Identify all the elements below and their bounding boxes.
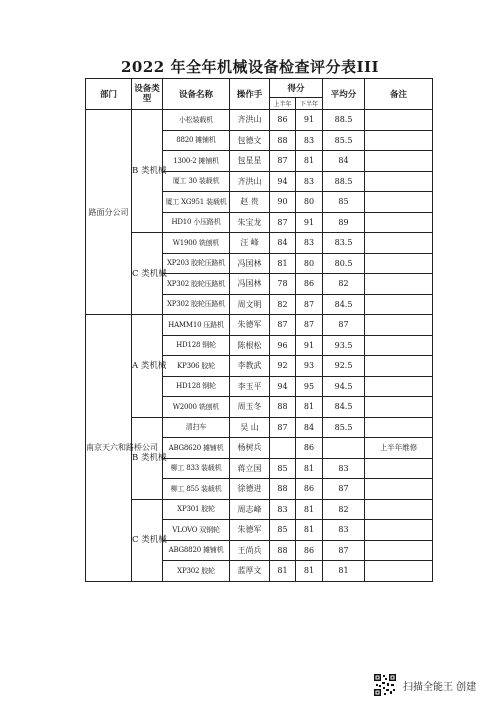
operator-cell: 包德文 bbox=[230, 130, 270, 151]
average-score-cell: 87 bbox=[323, 315, 365, 336]
note-cell bbox=[365, 376, 433, 397]
scanner-watermark bbox=[373, 673, 493, 697]
equipment-name-cell: XP302 胶轮压路机 bbox=[163, 294, 230, 315]
equipment-name-cell: HD128 钢轮 bbox=[163, 376, 230, 397]
first-half-score-cell: 94 bbox=[270, 171, 296, 192]
first-half-score-cell: 83 bbox=[270, 499, 296, 520]
operator-cell: 周文明 bbox=[230, 294, 270, 315]
note-cell bbox=[365, 417, 433, 438]
note-cell bbox=[365, 212, 433, 233]
page-title: 2022 年全年机械设备检查评分表III bbox=[120, 58, 380, 76]
first-half-score-cell: 85 bbox=[270, 458, 296, 479]
class-cell: B 类机械 bbox=[132, 110, 163, 233]
equipment-name-cell: 厦工 XG951 装载机 bbox=[163, 192, 230, 213]
department-cell: 南京天六和路桥公司 bbox=[86, 315, 132, 582]
class-cell: A 类机械 bbox=[132, 315, 163, 418]
second-half-score-cell: 86 bbox=[296, 274, 323, 295]
second-half-score-cell: 80 bbox=[296, 253, 323, 274]
average-score-cell: 93.5 bbox=[323, 335, 365, 356]
equipment-name-cell: W1900 铣刨机 bbox=[163, 233, 230, 254]
average-score-cell: 87 bbox=[323, 479, 365, 500]
second-half-score-cell: 84 bbox=[296, 417, 323, 438]
first-half-score-cell: 81 bbox=[270, 253, 296, 274]
equipment-name-cell: HD128 钢轮 bbox=[163, 335, 230, 356]
first-half-score-cell: 92 bbox=[270, 356, 296, 377]
equipment-name-cell: HAMM10 压路机 bbox=[163, 315, 230, 336]
note-cell bbox=[365, 335, 433, 356]
second-half-score-cell: 81 bbox=[296, 151, 323, 172]
header-first-half: 上半年 bbox=[270, 98, 296, 110]
equipment-name-cell: XP203 胶轮压路机 bbox=[163, 253, 230, 274]
equipment-name-cell: 柳工 855 装载机 bbox=[163, 479, 230, 500]
average-score-cell: 88.5 bbox=[323, 110, 365, 131]
first-half-score-cell: 88 bbox=[270, 130, 296, 151]
average-score-cell: 82 bbox=[323, 274, 365, 295]
first-half-score-cell: 87 bbox=[270, 151, 296, 172]
first-half-score-cell: 94 bbox=[270, 376, 296, 397]
average-score-cell: 92.5 bbox=[323, 356, 365, 377]
class-cell: B 类机械 bbox=[132, 417, 163, 499]
header-second-half: 下半年 bbox=[296, 98, 323, 110]
header-score: 得分 bbox=[270, 79, 323, 98]
equipment-name-cell: ABG8820 摊铺机 bbox=[163, 540, 230, 561]
equipment-name-cell: ABG8620 摊铺机 bbox=[163, 438, 230, 459]
note-cell bbox=[365, 520, 433, 541]
operator-cell: 李玉平 bbox=[230, 376, 270, 397]
equipment-name-cell: HD10 小压路机 bbox=[163, 212, 230, 233]
qr-code-icon bbox=[373, 673, 397, 697]
equipment-name-cell: 柳工 833 装载机 bbox=[163, 458, 230, 479]
operator-cell: 赵 贵 bbox=[230, 192, 270, 213]
first-half-score-cell: 87 bbox=[270, 212, 296, 233]
equipment-name-cell: 小松装载机 bbox=[163, 110, 230, 131]
average-score-cell: 83.5 bbox=[323, 233, 365, 254]
class-cell: C 类机械 bbox=[132, 233, 163, 315]
operator-cell: 蓝厚文 bbox=[230, 561, 270, 582]
operator-cell: 周玉冬 bbox=[230, 397, 270, 418]
note-cell bbox=[365, 499, 433, 520]
first-half-score-cell: 84 bbox=[270, 233, 296, 254]
average-score-cell: 94.5 bbox=[323, 376, 365, 397]
table-row bbox=[86, 233, 433, 254]
department-cell: 路面分公司 bbox=[86, 110, 132, 315]
first-half-score-cell: 96 bbox=[270, 335, 296, 356]
first-half-score-cell: 90 bbox=[270, 192, 296, 213]
note-cell bbox=[365, 151, 433, 172]
average-score-cell: 82 bbox=[323, 499, 365, 520]
average-score-cell: 84.5 bbox=[323, 397, 365, 418]
operator-cell: 包星星 bbox=[230, 151, 270, 172]
equipment-name-cell: 厦工 30 装载机 bbox=[163, 171, 230, 192]
second-half-score-cell: 83 bbox=[296, 130, 323, 151]
operator-cell: 徐德进 bbox=[230, 479, 270, 500]
header-dept: 部门 bbox=[86, 79, 132, 110]
operator-cell: 杨树兵 bbox=[230, 438, 270, 459]
equipment-name-cell: KP306 胶轮 bbox=[163, 356, 230, 377]
average-score-cell bbox=[323, 438, 365, 459]
equipment-name-cell: W2000 铣刨机 bbox=[163, 397, 230, 418]
table-body bbox=[86, 110, 433, 582]
operator-cell: 汪 峰 bbox=[230, 233, 270, 254]
note-cell bbox=[365, 540, 433, 561]
header-class bbox=[132, 79, 163, 110]
score-table bbox=[85, 78, 433, 582]
second-half-score-cell: 91 bbox=[296, 110, 323, 131]
operator-cell: 王尚兵 bbox=[230, 540, 270, 561]
header-class-label: 设备类型 bbox=[134, 84, 160, 104]
second-half-score-cell: 86 bbox=[296, 540, 323, 561]
average-score-cell: 85.5 bbox=[323, 130, 365, 151]
average-score-cell: 83 bbox=[323, 520, 365, 541]
average-score-cell: 83 bbox=[323, 458, 365, 479]
first-half-score-cell: 87 bbox=[270, 417, 296, 438]
second-half-score-cell: 86 bbox=[296, 479, 323, 500]
equipment-name-cell: 8820 摊铺机 bbox=[163, 130, 230, 151]
operator-cell: 陈根松 bbox=[230, 335, 270, 356]
operator-cell: 朱德军 bbox=[230, 315, 270, 336]
note-cell bbox=[365, 171, 433, 192]
equipment-name-cell: 1300-2 摊铺机 bbox=[163, 151, 230, 172]
second-half-score-cell: 95 bbox=[296, 376, 323, 397]
note-cell bbox=[365, 110, 433, 131]
second-half-score-cell: 93 bbox=[296, 356, 323, 377]
operator-cell: 冯国林 bbox=[230, 274, 270, 295]
operator-cell: 蒋立国 bbox=[230, 458, 270, 479]
second-half-score-cell: 81 bbox=[296, 397, 323, 418]
equipment-name-cell: XP302 胶轮压路机 bbox=[163, 274, 230, 295]
average-score-cell: 80.5 bbox=[323, 253, 365, 274]
second-half-score-cell: 86 bbox=[296, 438, 323, 459]
note-cell bbox=[365, 315, 433, 336]
operator-cell: 李教武 bbox=[230, 356, 270, 377]
operator-cell: 冯国林 bbox=[230, 253, 270, 274]
table-row bbox=[86, 417, 433, 438]
note-cell bbox=[365, 274, 433, 295]
note-cell bbox=[365, 253, 433, 274]
first-half-score-cell: 87 bbox=[270, 315, 296, 336]
second-half-score-cell: 80 bbox=[296, 192, 323, 213]
table-row bbox=[86, 110, 433, 131]
note-cell bbox=[365, 294, 433, 315]
first-half-score-cell bbox=[270, 438, 296, 459]
note-cell bbox=[365, 233, 433, 254]
header-average: 平均分 bbox=[323, 79, 365, 110]
average-score-cell: 87 bbox=[323, 540, 365, 561]
note-cell bbox=[365, 356, 433, 377]
second-half-score-cell: 81 bbox=[296, 499, 323, 520]
equipment-name-cell: XP301 胶轮 bbox=[163, 499, 230, 520]
first-half-score-cell: 81 bbox=[270, 561, 296, 582]
second-half-score-cell: 87 bbox=[296, 315, 323, 336]
header-operator: 操作手 bbox=[230, 79, 270, 110]
header-name: 设备名称 bbox=[163, 79, 230, 110]
table-row bbox=[86, 315, 433, 336]
average-score-cell: 89 bbox=[323, 212, 365, 233]
second-half-score-cell: 83 bbox=[296, 233, 323, 254]
first-half-score-cell: 86 bbox=[270, 110, 296, 131]
scanner-text: 扫描全能王 创建 bbox=[403, 682, 477, 693]
equipment-name-cell: 清扫车 bbox=[163, 417, 230, 438]
average-score-cell: 85 bbox=[323, 192, 365, 213]
first-half-score-cell: 82 bbox=[270, 294, 296, 315]
operator-cell: 齐洪山 bbox=[230, 171, 270, 192]
note-cell bbox=[365, 130, 433, 151]
equipment-name-cell: XP302 胶轮 bbox=[163, 561, 230, 582]
note-cell: 上半年维修 bbox=[365, 438, 433, 459]
note-cell bbox=[365, 479, 433, 500]
first-half-score-cell: 88 bbox=[270, 479, 296, 500]
average-score-cell: 81 bbox=[323, 561, 365, 582]
second-half-score-cell: 81 bbox=[296, 520, 323, 541]
second-half-score-cell: 83 bbox=[296, 171, 323, 192]
first-half-score-cell: 85 bbox=[270, 520, 296, 541]
average-score-cell: 85.5 bbox=[323, 417, 365, 438]
note-cell bbox=[365, 192, 433, 213]
header-note: 备注 bbox=[365, 79, 433, 110]
second-half-score-cell: 81 bbox=[296, 458, 323, 479]
average-score-cell: 88.5 bbox=[323, 171, 365, 192]
first-half-score-cell: 88 bbox=[270, 540, 296, 561]
note-cell bbox=[365, 397, 433, 418]
operator-cell: 朱宝龙 bbox=[230, 212, 270, 233]
operator-cell: 朱德军 bbox=[230, 520, 270, 541]
note-cell bbox=[365, 458, 433, 479]
first-half-score-cell: 78 bbox=[270, 274, 296, 295]
second-half-score-cell: 81 bbox=[296, 561, 323, 582]
second-half-score-cell: 91 bbox=[296, 212, 323, 233]
operator-cell: 周志峰 bbox=[230, 499, 270, 520]
equipment-name-cell: VLOVO 双钢轮 bbox=[163, 520, 230, 541]
second-half-score-cell: 91 bbox=[296, 335, 323, 356]
operator-cell: 吴 山 bbox=[230, 417, 270, 438]
note-cell bbox=[365, 561, 433, 582]
average-score-cell: 84 bbox=[323, 151, 365, 172]
class-cell: C 类机械 bbox=[132, 499, 163, 581]
first-half-score-cell: 88 bbox=[270, 397, 296, 418]
operator-cell: 齐洪山 bbox=[230, 110, 270, 131]
second-half-score-cell: 87 bbox=[296, 294, 323, 315]
average-score-cell: 84.5 bbox=[323, 294, 365, 315]
table-row bbox=[86, 499, 433, 520]
